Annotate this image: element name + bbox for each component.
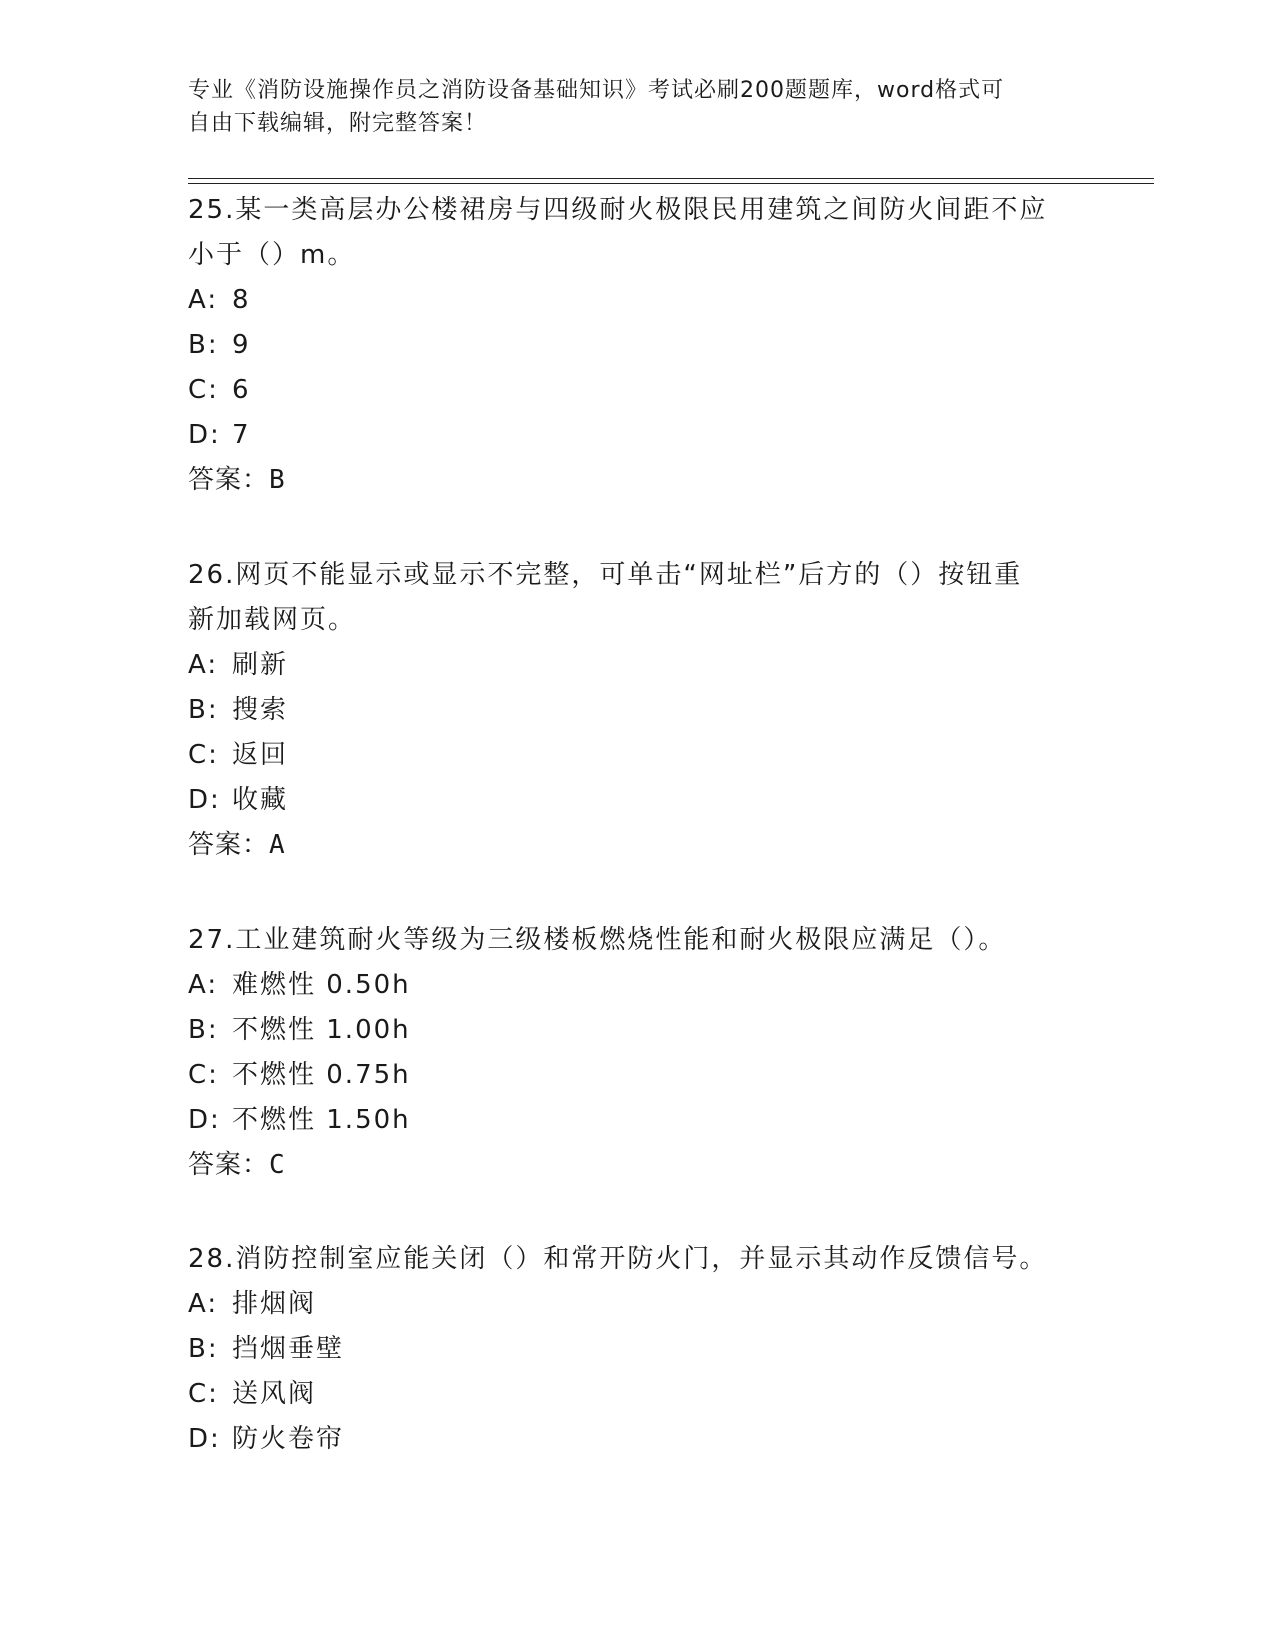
option-b: [188, 323, 1088, 368]
option-text: 收藏: [232, 785, 289, 815]
question-stem: [188, 1237, 1088, 1282]
option-text: 排烟阀: [232, 1289, 317, 1319]
answer-line: [188, 458, 1088, 503]
option-d: [188, 413, 1088, 458]
answer-value: B: [269, 465, 286, 495]
option-c: [188, 1053, 1088, 1098]
question-stem: [188, 918, 1088, 963]
option-b: [188, 688, 1088, 733]
option-key: A:: [188, 970, 219, 1000]
option-d: [188, 778, 1088, 823]
question-26: [188, 553, 1088, 868]
option-key: B:: [188, 1015, 219, 1045]
option-d: [188, 1098, 1088, 1143]
question-stem-line: 26.网页不能显示或显示不完整，可单击“网址栏”后方的（）按钮重: [188, 560, 1023, 590]
option-key: B:: [188, 1334, 219, 1364]
option-c: [188, 1372, 1088, 1417]
option-b: [188, 1327, 1088, 1372]
option-key: C:: [188, 740, 219, 770]
option-text: 返回: [232, 740, 289, 770]
header-line-2: 自由下载编辑，附完整答案！: [188, 111, 488, 136]
option-text: 8: [232, 285, 251, 315]
answer-label: 答案：: [188, 1150, 270, 1180]
option-text: 挡烟垂壁: [232, 1334, 345, 1364]
option-a: [188, 1282, 1088, 1327]
question-stem-line: 小于（）m。: [188, 240, 356, 270]
question-stem: [188, 188, 1088, 278]
option-key: C:: [188, 1379, 219, 1409]
option-text: 送风阀: [232, 1379, 317, 1409]
option-c: [188, 733, 1088, 778]
option-key: C:: [188, 375, 219, 405]
answer-label: 答案：: [188, 465, 270, 495]
option-c: [188, 368, 1088, 413]
option-key: B:: [188, 695, 219, 725]
option-text: 不燃性 0.75h: [232, 1060, 411, 1090]
question-stem-line: 新加载网页。: [188, 605, 357, 635]
answer-value: A: [269, 830, 286, 860]
question-stem-line: 27.工业建筑耐火等级为三级楼板燃烧性能和耐火极限应满足（）。: [188, 925, 1007, 955]
option-a: [188, 643, 1088, 688]
option-text: 难燃性 0.50h: [232, 970, 411, 1000]
option-text: 搜索: [232, 695, 289, 725]
question-25: [188, 188, 1088, 503]
option-key: D:: [188, 1105, 221, 1135]
option-key: D:: [188, 420, 221, 450]
option-text: 9: [232, 330, 251, 360]
option-text: 7: [232, 420, 251, 450]
answer-line: [188, 1143, 1088, 1188]
question-stem-line: 25.某一类高层办公楼裙房与四级耐火极限民用建筑之间防火间距不应: [188, 195, 1048, 225]
option-key: D:: [188, 1424, 221, 1454]
question-28: [188, 1237, 1088, 1462]
header-line-1: 专业《消防设施操作员之消防设备基础知识》考试必刷200题题库，word格式可: [188, 78, 1005, 103]
question-stem-line: 28.消防控制室应能关闭（）和常开防火门，并显示其动作反馈信号。: [188, 1244, 1048, 1274]
option-text: 不燃性 1.00h: [232, 1015, 411, 1045]
option-key: B:: [188, 330, 219, 360]
option-text: 防火卷帘: [232, 1424, 345, 1454]
question-stem: [188, 553, 1088, 643]
answer-line: [188, 823, 1088, 868]
option-text: 6: [232, 375, 251, 405]
answer-value: C: [269, 1150, 286, 1180]
header-divider-bottom: [188, 183, 1154, 184]
option-b: [188, 1008, 1088, 1053]
question-27: [188, 918, 1088, 1188]
option-text: 不燃性 1.50h: [232, 1105, 411, 1135]
option-a: [188, 963, 1088, 1008]
option-key: A:: [188, 285, 219, 315]
option-d: [188, 1417, 1088, 1462]
option-key: D:: [188, 785, 221, 815]
option-key: A:: [188, 1289, 219, 1319]
option-text: 刷新: [232, 650, 289, 680]
document-header: [188, 74, 1068, 140]
option-key: C:: [188, 1060, 219, 1090]
option-key: A:: [188, 650, 219, 680]
answer-label: 答案：: [188, 830, 270, 860]
header-divider-top: [188, 178, 1154, 179]
option-a: [188, 278, 1088, 323]
